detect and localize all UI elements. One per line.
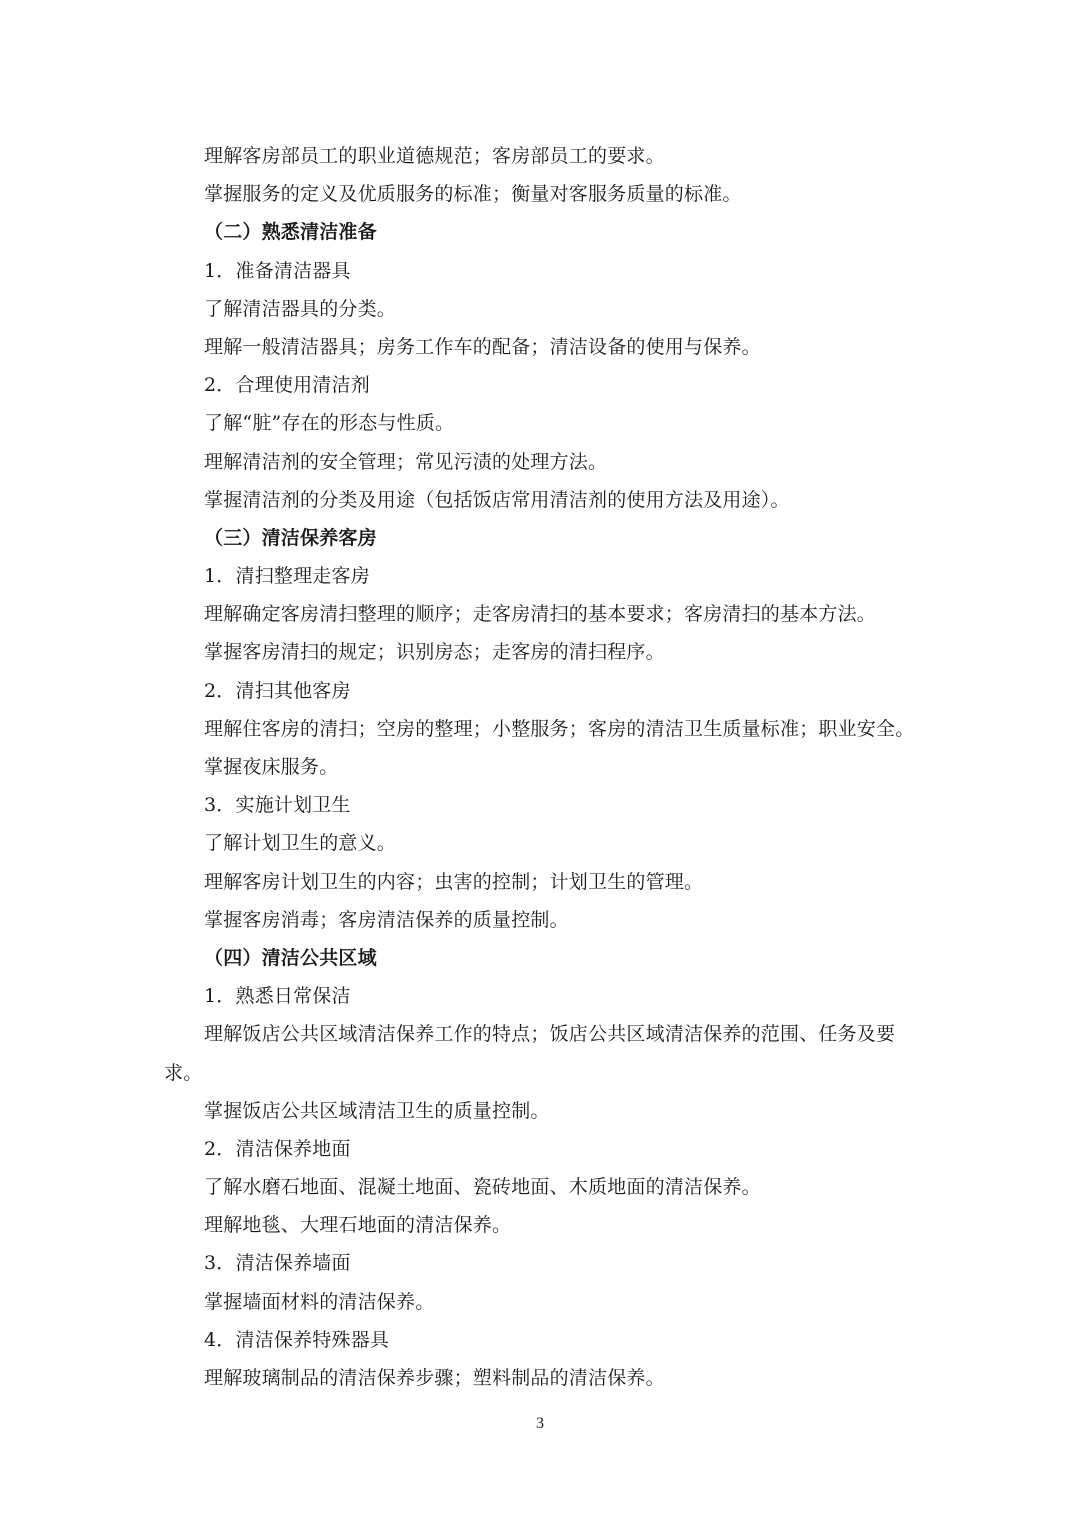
paragraph-line: 理解确定客房清扫整理的顺序；走客房清扫的基本要求；客房清扫的基本方法。 xyxy=(204,603,877,626)
subsection-title: 3．清洁保养墙面 xyxy=(204,1252,351,1275)
subsection-title: 2．清扫其他客房 xyxy=(204,679,351,702)
paragraph-line: 掌握墙面材料的清洁保养。 xyxy=(204,1290,435,1313)
paragraph-line: 掌握客房清扫的规定；识别房态；走客房的清扫程序。 xyxy=(204,641,665,664)
subsection-title: 3．实施计划卫生 xyxy=(204,794,351,817)
subsection-title: 2．清洁保养地面 xyxy=(204,1137,351,1160)
subsection-title: 1．熟悉日常保洁 xyxy=(204,985,351,1008)
section-heading: （四）清洁公共区域 xyxy=(204,946,377,969)
subsection-title: 4．清洁保养特殊器具 xyxy=(204,1328,390,1351)
document-body xyxy=(0,137,1080,1397)
paragraph-line: 了解清洁器具的分类。 xyxy=(204,297,397,320)
paragraph-line: 理解一般清洁器具；房务工作车的配备；清洁设备的使用与保养。 xyxy=(204,335,761,358)
section-heading: （三）清洁保养客房 xyxy=(204,526,377,549)
paragraph-line: 理解地毯、大理石地面的清洁保养。 xyxy=(204,1214,512,1237)
subsection-title: 1．准备清洁器具 xyxy=(204,259,351,282)
paragraph-line: 理解玻璃制品的清洁保养步骤；塑料制品的清洁保养。 xyxy=(204,1367,665,1389)
subsection-title: 2．合理使用清洁剂 xyxy=(204,374,370,397)
paragraph-line: 掌握服务的定义及优质服务的标准；衡量对客服务质量的标准。 xyxy=(204,183,742,206)
paragraph-line: 掌握饭店公共区域清洁卫生的质量控制。 xyxy=(204,1099,550,1122)
paragraph-line: 理解饭店公共区域清洁保养工作的特点；饭店公共区域清洁保养的范围、任务及要 xyxy=(204,1023,896,1046)
paragraph-line: 掌握清洁剂的分类及用途（包括饭店常用清洁剂的使用方法及用途）。 xyxy=(204,488,790,511)
paragraph-line: 理解客房部员工的职业道德规范；客房部员工的要求。 xyxy=(204,145,665,167)
paragraph-line: 理解客房计划卫生的内容；虫害的控制；计划卫生的管理。 xyxy=(204,870,704,893)
paragraph-continuation: 求。 xyxy=(164,1061,203,1084)
paragraph-line: 了解“脏”存在的形态与性质。 xyxy=(204,412,455,435)
section-heading: （二）熟悉清洁准备 xyxy=(204,221,377,244)
paragraph-line: 掌握夜床服务。 xyxy=(204,756,339,778)
paragraph-line: 了解计划卫生的意义。 xyxy=(204,832,397,855)
paragraph-line: 理解住客房的清扫；空房的整理；小整服务；客房的清洁卫生质量标准；职业安全。 xyxy=(204,717,915,740)
page-number: 3 xyxy=(536,1415,544,1432)
subsection-title: 1．清扫整理走客房 xyxy=(204,565,370,588)
paragraph-line: 了解水磨石地面、混凝土地面、瓷砖地面、木质地面的清洁保养。 xyxy=(204,1176,761,1199)
paragraph-line: 掌握客房消毒；客房清洁保养的质量控制。 xyxy=(204,908,569,931)
paragraph-line: 理解清洁剂的安全管理；常见污渍的处理方法。 xyxy=(204,450,608,473)
